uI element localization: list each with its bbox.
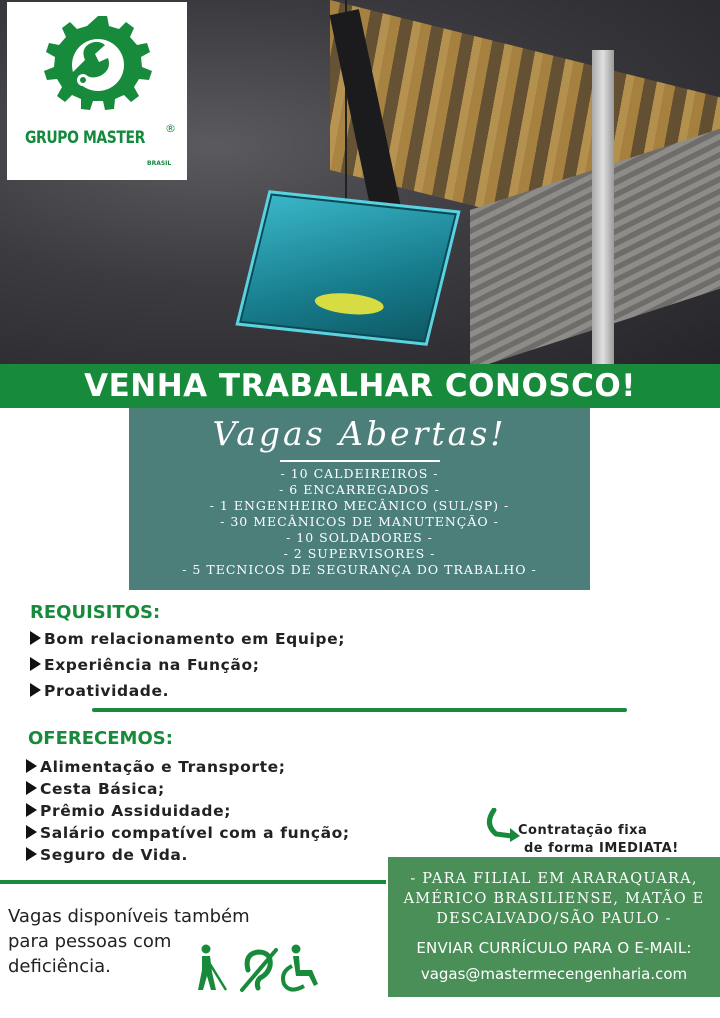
contact-email-link[interactable]: vagas@mastermecengenharia.com [420, 965, 688, 983]
beneficio-text: Prêmio Assiduidade; [40, 802, 231, 820]
beneficio-item [26, 780, 165, 798]
bullet-triangle-icon [30, 683, 41, 697]
send-cv-label: ENVIAR CURRÍCULO PARA O E-MAIL: [416, 939, 692, 957]
section-divider [92, 708, 627, 712]
bullet-triangle-icon [26, 781, 37, 795]
filial-locations [388, 857, 720, 929]
gear-wrench-icon [25, 10, 171, 120]
beneficio-text: Salário compatível com a função; [40, 824, 350, 842]
requisito-text: Experiência na Função; [44, 656, 260, 674]
curved-arrow-icon [482, 808, 522, 842]
requisito-text: Proatividade. [44, 682, 170, 700]
vagas-title: Vagas Abertas! [212, 414, 507, 453]
vagas-underline [280, 460, 440, 462]
contratacao-line2: de forma IMEDIATA! [524, 841, 679, 856]
requisito-text: Bom relacionamento em Equipe; [44, 630, 346, 648]
suspended-equipment [235, 190, 460, 346]
requisito-item [30, 656, 260, 674]
vaga-item: - 30 MECÂNICOS DE MANUTENÇÃO - [220, 514, 499, 529]
steel-column [592, 50, 614, 364]
beneficio-text: Seguro de Vida. [40, 846, 188, 864]
bullet-triangle-icon [30, 657, 41, 671]
vaga-item: - 6 ENCARREGADOS - [279, 482, 440, 497]
blind-person-icon [198, 945, 226, 991]
requisitos-title: REQUISITOS: [30, 602, 161, 623]
bullet-triangle-icon [26, 847, 37, 861]
contratacao-line1: Contratação fixa [518, 823, 648, 838]
beneficio-item [26, 758, 286, 776]
beneficio-text: Cesta Básica; [40, 780, 165, 798]
vaga-item: - 10 CALDEIREIROS - [280, 466, 439, 481]
requisito-item [30, 630, 345, 648]
bullet-triangle-icon [26, 825, 37, 839]
contratacao-note [518, 822, 679, 858]
logo [7, 2, 187, 180]
vaga-item: - 2 SUPERVISORES - [283, 546, 436, 561]
bottom-divider [0, 880, 386, 884]
beneficio-item [26, 802, 231, 820]
filial-line1: - PARA FILIAL EM ARARAQUARA, [410, 871, 698, 887]
bullet-triangle-icon [26, 759, 37, 773]
requisito-item [30, 682, 169, 700]
accessibility-icons [196, 944, 324, 992]
filial-line2: AMÉRICO BRASILIENSE, MATÃO E [403, 891, 705, 907]
beneficio-text: Alimentação e Transporte; [40, 758, 286, 776]
headline-banner: VENHA TRABALHAR CONOSCO! [0, 364, 720, 408]
beneficio-item [26, 824, 350, 842]
accessibility-line2: para pessoas com [8, 931, 172, 952]
hearing-impaired-icon [242, 950, 276, 990]
accessibility-line3: deficiência. [8, 956, 111, 977]
bullet-triangle-icon [30, 631, 41, 645]
vaga-item: - 1 ENGENHEIRO MECÂNICO (SUL/SP) - [209, 498, 510, 513]
contact-box [388, 857, 720, 997]
bullet-triangle-icon [26, 803, 37, 817]
vaga-item: - 5 TECNICOS DE SEGURANÇA DO TRABALHO - [182, 562, 537, 577]
filial-line3: DESCALVADO/SÃO PAULO - [436, 911, 672, 927]
beneficio-item [26, 846, 188, 864]
vagas-box [129, 408, 590, 590]
vagas-list [129, 466, 590, 578]
vaga-item: - 10 SOLDADORES - [286, 530, 433, 545]
wheelchair-icon [283, 945, 318, 990]
registered-mark: ® [165, 122, 176, 135]
brand-country: BRASIL [147, 160, 172, 167]
accessibility-line1: Vagas disponíveis também [8, 906, 250, 927]
brand-name: GRUPO MASTER [25, 128, 145, 148]
oferecemos-title: OFERECEMOS: [28, 728, 173, 749]
